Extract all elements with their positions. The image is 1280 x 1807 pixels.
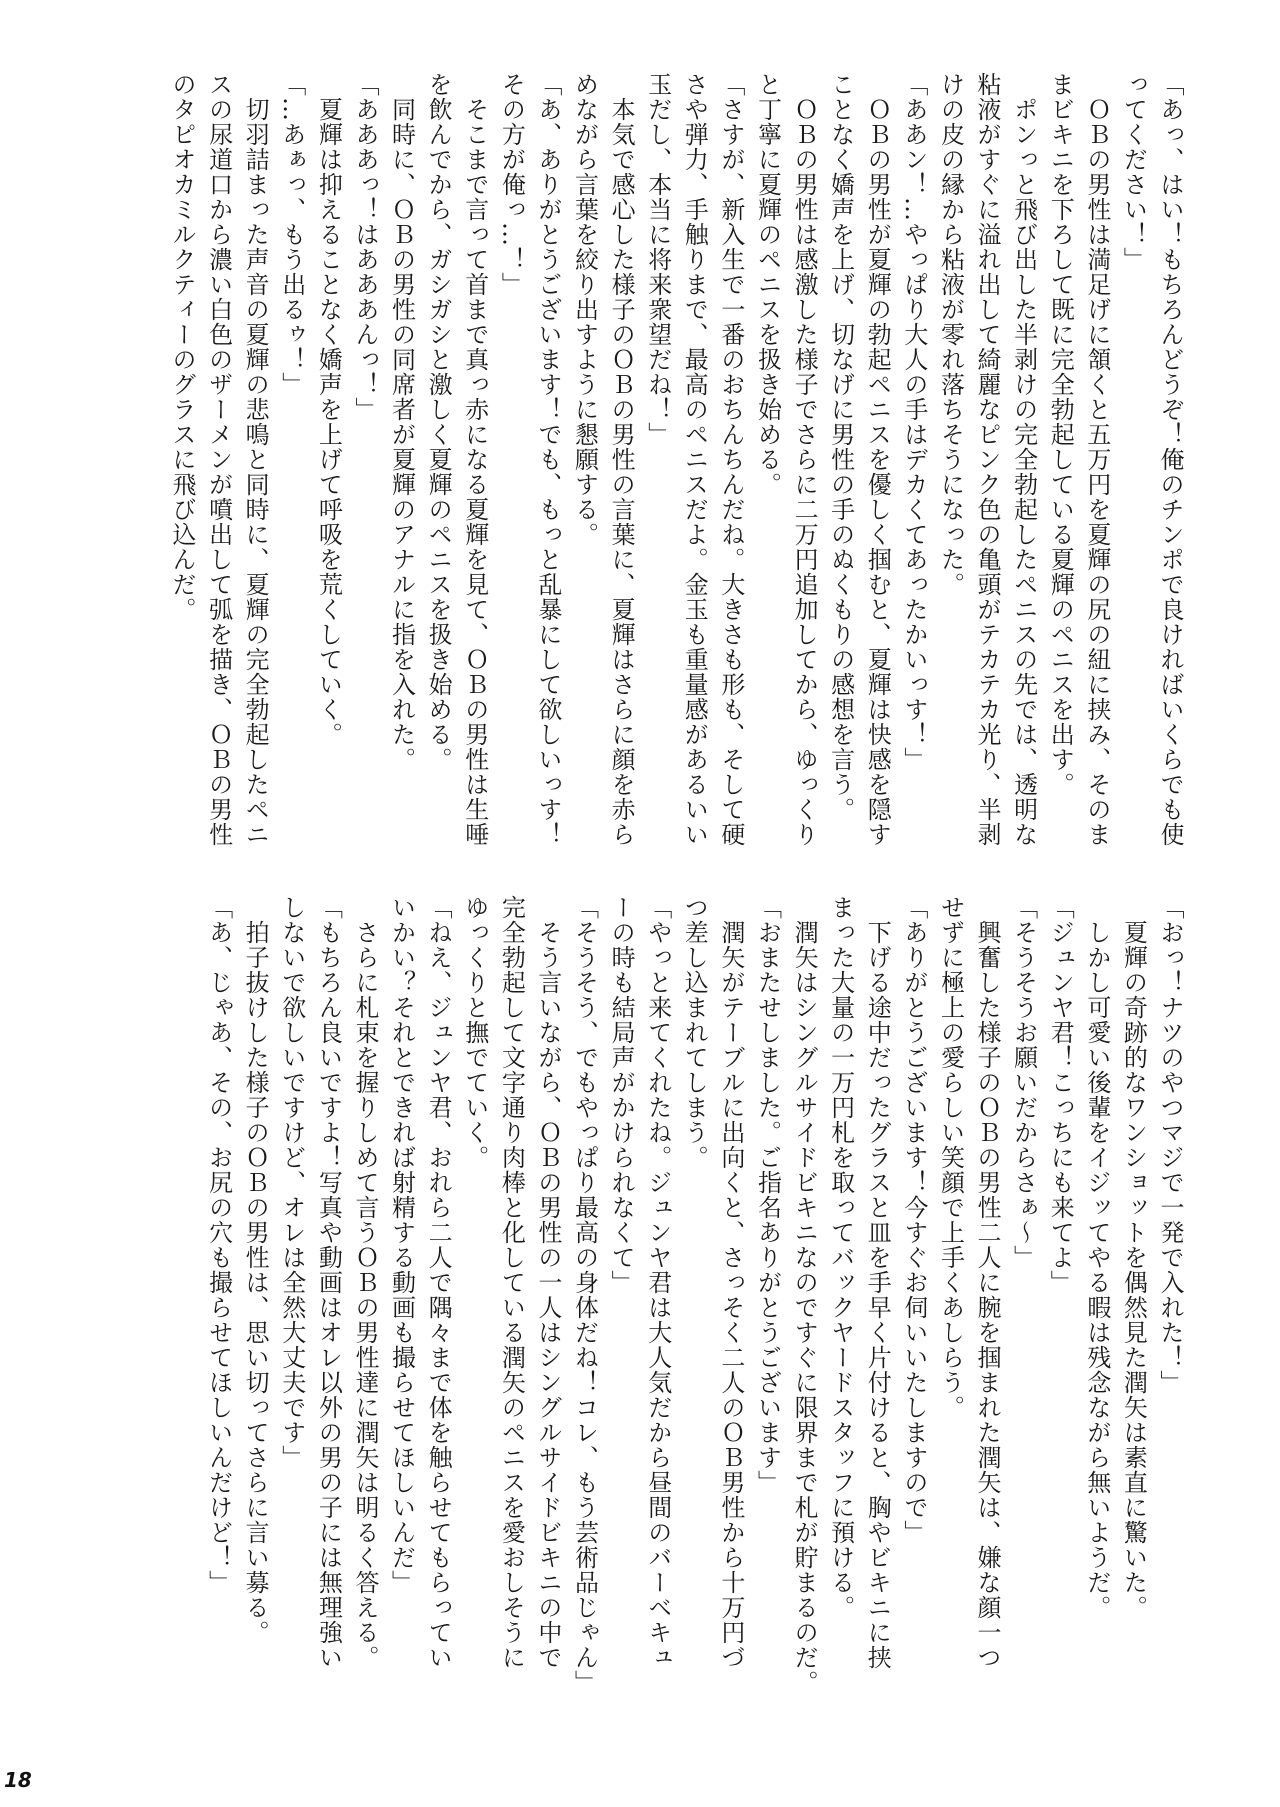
text-column: を飲んでから、ガシガシと激しく夏輝のペニスを扱き始める。 xyxy=(424,72,453,772)
text-column: ＯＢの男性が夏輝の勃起ペニスを優しく掴むと、夏輝は快感を隠す xyxy=(863,72,892,847)
text-column: せずに極上の愛らしい笑顔で上手くあしらう。 xyxy=(936,895,965,1420)
text-column: 「ありがとうございます！今すぐお伺いいたしますので」 xyxy=(899,895,928,1545)
text-column: 「おまたせしました。ご指名ありがとうございます」 xyxy=(753,895,782,1495)
text-column: けの皮の縁から粘液が零れ落ちそうになった。 xyxy=(936,72,965,597)
text-column: まった大量の一万円札を取ってバックヤードスタッフに預ける。 xyxy=(826,895,855,1620)
text-column: ゆっくりと撫でていく。 xyxy=(460,895,489,1170)
text-column: 夏輝は抑えることなく嬌声を上げて呼吸を荒くしていく。 xyxy=(314,72,343,747)
text-column: 同時に、ＯＢの男性の同席者が夏輝のアナルに指を入れた。 xyxy=(387,72,416,772)
text-column: そう言いながら、ＯＢの男性の一人はシングルサイドビキニの中で xyxy=(533,895,562,1670)
text-column: 「あ、じゃあ、その、お尻の穴も撮らせてほしいんだけど！」 xyxy=(204,895,233,1595)
text-column: ーの時も結局声がかけられなくて」 xyxy=(607,895,636,1295)
text-column: 下げる途中だったグラスと皿を手早く片付けると、胸やビキニに挟 xyxy=(863,895,892,1670)
text-column: 「やっと来てくれたね。ジュンヤ君は大人気だから昼間のバーベキュ xyxy=(643,895,672,1670)
text-column: しかし可愛い後輩をイジッてやる暇は残念ながら無いようだ。 xyxy=(1082,895,1111,1620)
text-column: ポンっと飛び出した半剥けの完全勃起したペニスの先では、透明な xyxy=(1009,72,1038,847)
text-column: いかい？それとできれば射精する動画も撮らせてほしいんだ」 xyxy=(387,895,416,1595)
text-column: 「もちろん良いですよ！写真や動画はオレ以外の男の子には無理強い xyxy=(314,895,343,1670)
text-column: 切羽詰まった声音の夏輝の悲鳴と同時に、夏輝の完全勃起したペニ xyxy=(241,72,270,847)
text-column: 「ジュンヤ君！こっちにも来てよ」 xyxy=(1046,895,1075,1295)
text-column: 粘液がすぐに溢れ出して綺麗なピンク色の亀頭がテカテカ光り、半剥 xyxy=(973,72,1002,847)
text-column: つ差し込まれてしまう。 xyxy=(680,895,709,1170)
text-column: 「そうそうお願いだからさぁ〜」 xyxy=(1009,895,1038,1270)
text-column: しないで欲しいですけど、オレは全然大丈夫です」 xyxy=(277,895,306,1470)
page-number: 18 xyxy=(4,1768,32,1792)
text-column: 「あああっ！はあああんっ！」 xyxy=(350,72,379,422)
text-column: まビキニを下ろして既に完全勃起している夏輝のペニスを出す。 xyxy=(1046,72,1075,797)
text-block-top xyxy=(163,72,1188,847)
text-column: ことなく嬌声を上げ、切なげに男性の手のぬくもりの感想を言う。 xyxy=(826,72,855,822)
text-column: と丁寧に夏輝のペニスを扱き始める。 xyxy=(753,72,782,497)
text-column: 「…あぁっ、もう出るゥ！」 xyxy=(277,72,306,397)
text-column: 完全勃起して文字通り肉棒と化している潤矢のペニスを愛おしそうに xyxy=(497,895,526,1670)
text-column: 「ああン！…やっぱり大人の手はデカくてあったかいっす！」 xyxy=(899,72,928,772)
text-column: 本気で感心した様子のＯＢの男性の言葉に、夏輝はさらに顔を赤ら xyxy=(607,72,636,847)
text-column: 潤矢はシングルサイドビキニなのですぐに限界まで札が貯まるのだ。 xyxy=(790,895,819,1695)
text-column: 「ねえ、ジュンヤ君、おれら二人で隅々まで体を触らせてもらってい xyxy=(424,895,453,1670)
text-column: 「さすが、新入生で一番のおちんちんだね。大きさも形も、そして硬 xyxy=(716,72,745,847)
text-column: のタピオカミルクティーのグラスに飛び込んだ。 xyxy=(167,72,196,622)
text-block-bottom xyxy=(200,895,1188,1695)
text-column: 「おっ！ナツのやつマジで一発で入れた！」 xyxy=(1156,895,1184,1395)
text-column: スの尿道口から濃い白色のザーメンが噴出して弧を描き、ＯＢの男性 xyxy=(204,72,233,847)
text-column: そこまで言って首まで真っ赤になる夏輝を見て、ＯＢの男性は生唾 xyxy=(460,72,489,847)
text-column: さらに札束を握りしめて言うＯＢの男性達に潤矢は明るく答える。 xyxy=(350,895,379,1670)
text-column: 拍子抜けした様子のＯＢの男性は、思い切ってさらに言い募る。 xyxy=(241,895,270,1645)
text-column: ＯＢの男性は感激した様子でさらに二万円追加してから、ゆっくり xyxy=(790,72,819,847)
text-column: 潤矢がテーブルに出向くと、さっそく二人のＯＢ男性から十万円づ xyxy=(716,895,745,1670)
text-column: 興奮した様子のＯＢの男性二人に腕を掴まれた潤矢は、嫌な顔一つ xyxy=(973,895,1002,1670)
text-column: さや弾力、手触りまで、最高のペニスだよ。金玉も重量感があるいい xyxy=(680,72,709,847)
text-column: ＯＢの男性は満足げに頷くと五万円を夏輝の尻の紐に挟み、そのま xyxy=(1082,72,1111,847)
text-column: 「そうそう、でもやっぱり最高の身体だね！コレ、もう芸術品じゃん」 xyxy=(570,895,599,1695)
text-column: 玉だし、本当に将来衆望だね！」 xyxy=(643,72,672,447)
text-column: 「あ、ありがとうございます！でも、もっと乱暴にして欲しいっす！ xyxy=(533,72,562,847)
text-column: 夏輝の奇跡的なワンショットを偶然見た潤矢は素直に驚いた。 xyxy=(1119,895,1148,1620)
text-column: 「あっ、はい！もちろんどうぞ！俺のチンポで良ければいくらでも使 xyxy=(1156,72,1184,847)
text-column: ってください！」 xyxy=(1119,72,1148,272)
text-column: その方が俺っ…！」 xyxy=(497,72,526,297)
text-column: めながら言葉を絞り出すように懇願する。 xyxy=(570,72,599,547)
